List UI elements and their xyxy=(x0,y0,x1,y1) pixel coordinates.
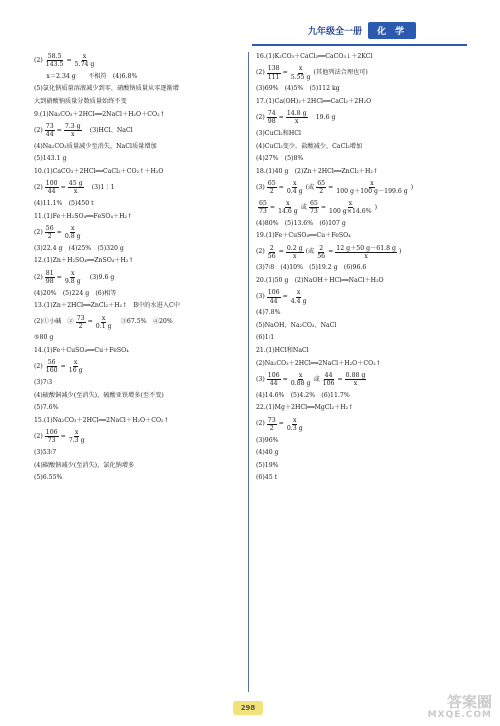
answer-line xyxy=(256,154,466,164)
answer-line xyxy=(256,52,466,62)
answer-line xyxy=(256,167,466,177)
answer-line xyxy=(256,219,466,229)
answer-text: (4)80% (5)13.6% (6)107 g xyxy=(256,219,346,227)
answer-text: 13.(1)Zn＋2HCl══ZnCl₂＋H₂↑ B中的水进入C中 xyxy=(34,302,180,310)
fraction-denominator: x xyxy=(292,252,297,260)
answer-line xyxy=(34,301,242,311)
answer-line xyxy=(256,129,466,139)
fraction xyxy=(290,372,312,387)
answer-text: (4)40 g xyxy=(256,449,279,457)
answer-text: (5)19% xyxy=(256,461,279,469)
fraction-denominator: 14.6 g xyxy=(278,207,298,215)
equation-operator: = xyxy=(278,248,284,256)
answer-line xyxy=(34,416,242,426)
answer-suffix: 19.6 g xyxy=(309,114,336,121)
watermark-logo xyxy=(402,693,492,720)
answer-line xyxy=(256,461,466,471)
fraction-denominator: 111 xyxy=(267,73,280,81)
page-number: 298 xyxy=(233,701,263,715)
answer-prefix: (2) xyxy=(256,248,265,256)
answer-text: (3)7∶3 xyxy=(34,379,53,387)
answer-text: (5)7.6% xyxy=(34,404,59,412)
answer-line xyxy=(256,289,466,306)
fraction-denominator: 16 g xyxy=(68,367,83,375)
fraction xyxy=(328,200,373,215)
answer-line xyxy=(34,167,242,177)
answer-text: (3)53∶7 xyxy=(34,449,57,457)
answer-line xyxy=(34,461,242,471)
fraction-denominator: 44 xyxy=(47,188,56,196)
answer-text: (4)Na₂CO₃质量减少至消失，NaCl质量增加 xyxy=(34,142,157,150)
fraction-numerator: 106 xyxy=(267,289,280,297)
answer-line xyxy=(256,308,466,318)
fraction-numerator: x xyxy=(82,52,87,60)
equation-operator: = xyxy=(56,273,62,281)
fraction-numerator: 45 g xyxy=(68,180,83,188)
answer-text: ⑤80 g xyxy=(34,334,54,342)
watermark-url: MXQE.COM xyxy=(427,710,492,720)
fraction xyxy=(267,289,281,304)
fraction-numerator: 106 xyxy=(45,429,58,437)
answer-prefix: (2) xyxy=(34,56,43,64)
fraction-numerator: 73 xyxy=(45,122,54,130)
fraction-numerator: 106 xyxy=(267,371,280,379)
answer-suffix: (3)HCl、NaCl xyxy=(83,126,133,134)
answer-prefix: (3) xyxy=(256,183,265,191)
fraction-numerator: 56 xyxy=(45,225,54,232)
equation-operator: = xyxy=(56,126,62,134)
answer-prefix: (2) xyxy=(34,228,43,236)
fraction-numerator: x xyxy=(292,180,297,188)
fraction-denominator: 5.74 g xyxy=(74,61,95,68)
answer-text: 9.(1)Na₂CO₃＋2HCl══2NaCl＋H₂O＋CO₂↑ xyxy=(34,110,165,118)
answer-line xyxy=(34,428,242,445)
left-answer-column xyxy=(34,52,242,486)
answer-line xyxy=(34,224,242,241)
answer-line xyxy=(34,244,242,254)
equation-operator: (或 xyxy=(305,248,315,256)
fraction-denominator: 2 xyxy=(319,188,324,196)
answer-line xyxy=(256,199,466,216)
answer-text: (5)NaOH、Na₂CO₃、NaCl xyxy=(256,321,337,329)
fraction xyxy=(68,359,84,374)
fraction-numerator: 138 xyxy=(267,65,280,73)
answer-text: (4)20% (5)224 g (6)相等 xyxy=(34,289,117,297)
fraction xyxy=(45,270,55,285)
answer-prefix: (3) xyxy=(256,293,265,301)
fraction xyxy=(309,200,319,215)
fraction xyxy=(290,289,308,304)
fraction xyxy=(267,180,277,195)
answer-line xyxy=(256,391,466,401)
answer-prefix: (2) xyxy=(34,363,43,371)
answer-line xyxy=(256,244,466,261)
answer-line xyxy=(34,97,242,107)
answer-line xyxy=(34,52,242,69)
fraction-denominator: 73 xyxy=(47,437,56,445)
answer-line xyxy=(256,276,466,286)
answer-line xyxy=(34,212,242,222)
answer-line xyxy=(256,448,466,458)
fraction-denominator: 0.1 g xyxy=(95,322,112,330)
fraction-numerator: x xyxy=(70,225,75,232)
answer-text: 11.(1)Fe＋H₂SO₄══FeSO₄＋H₂↑ xyxy=(34,212,133,220)
answer-text: (4)14.6% (5)4.2% (6)11.7% xyxy=(256,391,350,399)
answer-line xyxy=(34,109,242,119)
fraction xyxy=(267,417,277,432)
fraction xyxy=(286,110,308,125)
answer-text: (3)96% xyxy=(256,436,279,444)
equation-operator: = xyxy=(282,375,288,383)
fraction-numerator: 0.88 g xyxy=(345,371,366,379)
answer-line xyxy=(256,179,466,196)
fraction-denominator: 2 xyxy=(269,188,274,196)
equation-operator: 或 xyxy=(313,375,320,383)
fraction-denominator: 100 g×14.6% xyxy=(329,207,372,215)
fraction-denominator: x xyxy=(73,188,78,196)
answer-text: (3)7∶8 (4)10% (5)19.2 g (6)96.6 xyxy=(256,264,367,272)
fraction-numerator: 65 xyxy=(267,180,276,188)
fraction xyxy=(45,225,55,240)
fraction-numerator: x xyxy=(348,199,353,207)
answer-text: x＝2.34 g 不相符 (4)6.8% xyxy=(34,72,138,80)
answer-line xyxy=(34,142,242,152)
fraction-numerator: x xyxy=(298,371,303,379)
answer-suffix: (其他列法合理也可) xyxy=(313,69,368,77)
answer-prefix: (2) xyxy=(256,420,265,428)
fraction-denominator: 98 xyxy=(45,277,54,285)
fraction-denominator: 100 g＋100 g－199.6 g xyxy=(336,188,408,196)
answer-line xyxy=(256,403,466,413)
answer-line xyxy=(34,391,242,401)
answer-text: 17.(1)Ca(OH)₂＋2HCl══CaCl₂＋2H₂O xyxy=(256,97,372,105)
equation-operator: = xyxy=(60,433,66,441)
fraction-numerator: 58.5 xyxy=(47,52,62,60)
fraction-numerator: 44 xyxy=(324,371,333,379)
fraction-numerator: 56 xyxy=(47,359,56,367)
fraction-denominator: 160 xyxy=(45,367,58,375)
watermark-text: 答案圈 xyxy=(446,693,492,711)
answer-text: (4)碳酸钠减少(至消失)，氯化钠增多 xyxy=(34,461,135,469)
equation-operator: 或 xyxy=(300,203,307,211)
answer-suffix: ③67.5% ④20% xyxy=(114,318,173,326)
answer-suffix: (3)1∶1 xyxy=(85,183,115,191)
equation-operator: = xyxy=(328,183,334,191)
answer-line xyxy=(34,473,242,483)
answer-line xyxy=(34,179,242,196)
answer-suffix: ) xyxy=(398,248,402,256)
fraction xyxy=(76,315,86,330)
answer-line xyxy=(256,84,466,94)
answer-line xyxy=(34,378,242,388)
fraction-denominator: 0.4 g xyxy=(286,188,303,196)
answer-line xyxy=(34,289,242,299)
fraction-denominator: 2 xyxy=(47,233,52,241)
answer-line xyxy=(34,154,242,164)
fraction-numerator: 65 xyxy=(309,199,318,207)
answer-text: (2)Na₂CO₃＋2HCl══2NaCl＋H₂O＋CO₂↑ xyxy=(256,359,381,367)
fraction-denominator: 0.8 g xyxy=(64,233,81,241)
fraction-denominator: 7.3 g xyxy=(68,437,85,445)
fraction-numerator: x xyxy=(73,359,78,367)
fraction-numerator: x xyxy=(296,289,301,297)
answer-line xyxy=(34,333,242,343)
fraction xyxy=(316,245,326,260)
answer-prefix: (2) xyxy=(34,183,43,191)
grade-title: 九年级全一册 xyxy=(308,26,363,37)
fraction xyxy=(45,180,59,195)
answer-text: (4)11.1% (5)450 t xyxy=(34,200,94,208)
fraction-numerator: 14.8 g xyxy=(286,110,307,118)
fraction-numerator: 100 xyxy=(45,180,58,188)
fraction xyxy=(335,180,409,195)
fraction-denominator: 56 xyxy=(317,252,326,260)
fraction xyxy=(68,180,84,195)
fraction-numerator: 74 xyxy=(267,110,276,118)
answer-line xyxy=(34,403,242,413)
fraction xyxy=(45,53,65,68)
equation-operator: = xyxy=(60,363,66,371)
answer-line xyxy=(256,435,466,445)
equation-operator: = xyxy=(320,203,327,211)
fraction-denominator: 44 xyxy=(269,297,278,305)
answer-text: (6)1∶1 xyxy=(256,334,275,342)
fraction-denominator: 4.4 g xyxy=(290,297,307,305)
fraction-numerator: x xyxy=(286,199,290,207)
answer-line xyxy=(34,84,242,94)
answer-line xyxy=(256,473,466,483)
answer-line xyxy=(34,358,242,375)
equation-operator: = xyxy=(269,203,276,211)
fraction xyxy=(267,110,277,125)
fraction xyxy=(267,245,277,260)
fraction xyxy=(267,372,281,387)
answer-suffix: ) xyxy=(374,203,378,211)
equation-operator: = xyxy=(337,375,343,383)
answer-text: (5)143.1 g xyxy=(34,155,67,163)
fraction-denominator: x xyxy=(294,118,299,126)
fraction-numerator: 0.2 g xyxy=(286,244,303,252)
answer-prefix: (2) xyxy=(34,126,43,134)
fraction-numerator: x xyxy=(74,429,79,437)
answer-text: 14.(1)Fe＋CuSO₄══Cu＋FeSO₄ xyxy=(34,347,129,354)
answer-suffix: ) xyxy=(410,183,414,191)
answer-line xyxy=(34,346,242,356)
equation-operator: = xyxy=(278,183,284,191)
equation-operator: = xyxy=(87,318,93,326)
fraction-numerator: x xyxy=(101,314,106,322)
fraction-numerator: 2 xyxy=(269,244,274,252)
fraction xyxy=(277,200,299,215)
fraction-denominator: 9.8 g xyxy=(64,277,81,285)
answer-line xyxy=(256,371,466,388)
fraction-denominator: 5.55 g xyxy=(290,73,311,81)
equation-operator: = xyxy=(66,56,72,64)
equation-operator: = xyxy=(278,420,284,428)
fraction-denominator: 73 xyxy=(259,207,267,215)
column-divider xyxy=(248,52,249,692)
fraction-denominator: 73 xyxy=(309,207,318,215)
answer-line xyxy=(256,97,466,107)
answer-line xyxy=(34,314,242,331)
answer-text: (4)7.8% xyxy=(256,309,281,317)
answer-text: (5)6.55% xyxy=(34,474,63,482)
fraction-denominator: 44 xyxy=(45,130,54,138)
equation-operator: = xyxy=(328,248,334,256)
answer-text: 20.(1)50 g (2)NaOH＋HCl══NaCl＋H₂O xyxy=(256,277,384,285)
fraction xyxy=(322,372,336,387)
fraction xyxy=(290,65,312,80)
answer-line xyxy=(34,72,242,82)
fraction-numerator: 2 xyxy=(319,244,324,252)
page-header xyxy=(308,20,458,40)
answer-line xyxy=(256,321,466,331)
answer-text: (4)27% (5)8% xyxy=(256,155,304,163)
answer-text: (4)硫酸铜减少(至消失)，硫酸亚铁增多(至不变) xyxy=(34,391,164,399)
fraction-numerator: 81 xyxy=(45,269,54,277)
answer-line xyxy=(34,122,242,139)
fraction-numerator: 7.3 g xyxy=(64,122,81,130)
fraction-numerator: 65 xyxy=(259,199,267,207)
fraction-numerator: x xyxy=(292,416,297,424)
fraction-denominator: 0.3 g xyxy=(286,424,303,432)
fraction xyxy=(335,245,397,260)
answer-text: 19.(1)Fe＋CuSO₄══Cu＋FeSO₄ xyxy=(256,232,351,240)
fraction-numerator: x xyxy=(370,180,374,188)
fraction xyxy=(68,429,86,444)
answer-line xyxy=(34,199,242,209)
equation-operator: = xyxy=(56,228,62,236)
fraction-denominator: x xyxy=(70,130,75,138)
answer-text: 22.(1)Mg＋2HCl══MgCl₂＋H₂↑ xyxy=(256,404,354,412)
answer-line xyxy=(256,65,466,82)
answer-prefix: (2)①小碱 ② xyxy=(34,318,74,326)
fraction xyxy=(45,123,55,138)
answer-prefix: (2) xyxy=(256,114,265,121)
fraction-numerator: x xyxy=(70,269,75,277)
fraction xyxy=(74,53,96,68)
answer-suffix: (3)9.6 g xyxy=(83,273,115,281)
fraction xyxy=(95,315,113,330)
fraction xyxy=(286,180,304,195)
answer-line xyxy=(256,231,466,241)
fraction-denominator: 98 xyxy=(267,118,276,126)
fraction-denominator: 106 xyxy=(322,380,335,388)
equation-operator: (或 xyxy=(305,183,315,191)
fraction-numerator: 73 xyxy=(76,314,85,322)
answer-text: 大到硝酸钠质量分数质量始终不变 xyxy=(34,97,127,105)
fraction xyxy=(45,359,59,374)
subject-badge: 化 学 xyxy=(368,22,416,39)
answer-text: 21.(1)HCl和NaCl xyxy=(256,347,309,354)
answer-prefix: (2) xyxy=(34,273,43,281)
answer-text: 18.(1)40 g (2)Zn＋2HCl══ZnCl₂＋H₂↑ xyxy=(256,167,379,175)
fraction xyxy=(64,123,82,138)
answer-prefix: (2) xyxy=(34,433,43,441)
answer-line xyxy=(256,346,466,356)
fraction-numerator: 65 xyxy=(317,180,326,188)
fraction xyxy=(64,270,82,285)
answer-line xyxy=(34,448,242,458)
answer-line xyxy=(256,416,466,433)
answer-text: (6)45 t xyxy=(256,474,278,482)
equation-operator: = xyxy=(60,183,66,191)
answer-text: 15.(1)Na₂CO₃＋2HCl══2NaCl＋H₂O＋CO₂↑ xyxy=(34,416,169,424)
fraction xyxy=(316,180,326,195)
answer-line xyxy=(256,142,466,152)
answer-prefix: (3) xyxy=(256,375,265,383)
header-rule xyxy=(252,44,467,46)
fraction xyxy=(345,372,367,387)
right-answer-column xyxy=(256,52,466,486)
answer-text: 16.(1)K₂CO₃＋CaCl₂══CaCO₃↓＋2KCl xyxy=(256,53,373,61)
answer-line xyxy=(256,358,466,368)
equation-operator: = xyxy=(282,293,288,301)
answer-text: (3)69% (4)5% (5)112 kg xyxy=(256,85,340,93)
answer-text: (5)氯化钠质量溶液减少到零，硝酸钠质量从零逐渐增 xyxy=(34,85,179,93)
equation-operator: = xyxy=(278,114,284,121)
fraction-denominator: x xyxy=(353,380,358,388)
answer-text: (3)CuCl₂和HCl xyxy=(256,130,301,138)
fraction xyxy=(267,65,281,80)
fraction-denominator: 143.5 xyxy=(45,61,64,68)
fraction-numerator: 73 xyxy=(267,416,276,424)
fraction xyxy=(286,245,304,260)
answer-text: (4)CuCl₂变少，盐酸减少，CaCl₂增加 xyxy=(256,142,363,150)
fraction xyxy=(64,225,82,240)
fraction-denominator: x xyxy=(364,252,368,260)
fraction xyxy=(258,200,268,215)
fraction-numerator: x xyxy=(298,65,303,73)
equation-operator: = xyxy=(282,69,288,77)
fraction-numerator: 12 g＋50 g－61.8 g xyxy=(336,244,396,252)
answer-line xyxy=(256,109,466,126)
fraction xyxy=(45,429,59,444)
fraction-denominator: 2 xyxy=(269,424,274,432)
fraction-denominator: 0.88 g xyxy=(290,380,311,388)
answer-line xyxy=(256,333,466,343)
fraction-denominator: 44 xyxy=(269,380,278,388)
answer-line xyxy=(34,269,242,286)
fraction-denominator: 56 xyxy=(267,252,276,260)
answer-text: 12.(1)Zn＋H₂SO₄══ZnSO₄＋H₂↑ xyxy=(34,257,134,265)
answer-text: 10.(1)CaCO₃＋2HCl══CaCl₂＋CO₂↑＋H₂O xyxy=(34,167,164,175)
answer-line xyxy=(34,256,242,266)
answer-prefix: (2) xyxy=(256,69,265,77)
fraction xyxy=(286,417,304,432)
answer-text: (3)22.4 g (4)25% (5)320 g xyxy=(34,244,124,252)
fraction-denominator: 2 xyxy=(78,322,83,330)
answer-line xyxy=(256,263,466,273)
